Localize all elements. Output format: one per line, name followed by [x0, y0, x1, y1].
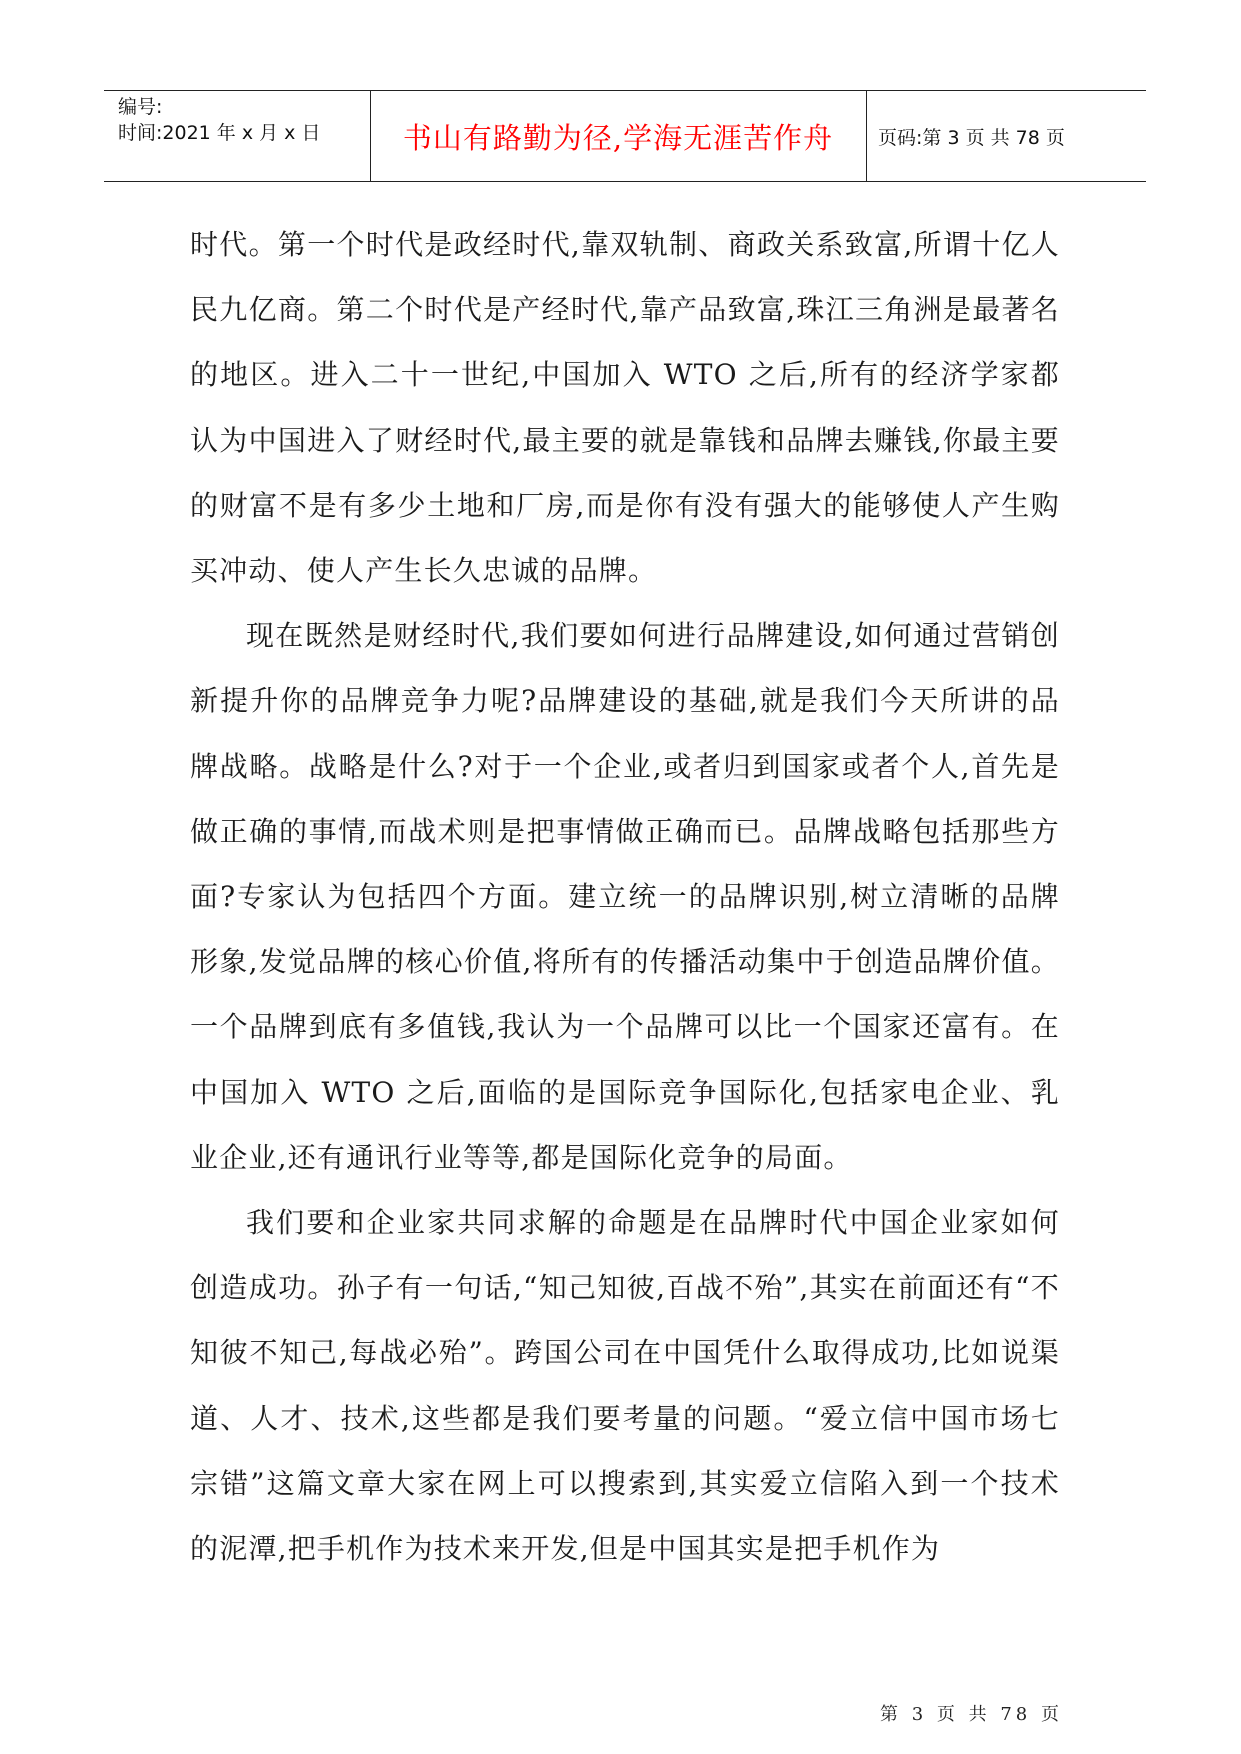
header-page-cell: [866, 91, 1146, 181]
paragraph: 我们要和企业家共同求解的命题是在品牌时代中国企业家如何创造成功。孙子有一句话,“知己知彼,百战不殆”,其实在前面还有“不知彼不知己,每战必殆”。跨国公司在中国凭什么取得成功,比如说渠道、人才、技术,这些都是我们要考量的问题。“爱立信中国市场七宗错”这篇文章大家在网上可以搜索到,其实爱立信陷入到一个技术的泥潭,把手机作为技术来开发,但是中国其实是把手机作为: [190, 1206, 1060, 1566]
header-motto-cell: [370, 91, 867, 181]
header-motto: 书山有路勤为径,学海无涯苦作舟: [402, 120, 834, 155]
document-number-label: 编号:: [118, 96, 163, 118]
document-header: [104, 90, 1146, 182]
document-body: [190, 212, 1060, 1581]
header-page-info: 页码:第 3 页 共 78 页: [878, 126, 1065, 149]
header-meta: [104, 91, 371, 181]
paragraph: 现在既然是财经时代,我们要如何进行品牌建设,如何通过营销创新提升你的品牌竞争力呢?品牌建设的基础,就是我们今天所讲的品牌战略。战略是什么?对于一个企业,或者归到国家或者个人,首先是做正确的事情,而战术则是把事情做正确而已。品牌战略包括那些方面?专家认为包括四个方面。建立统一的品牌识别,树立清晰的品牌形象,发觉品牌的核心价值,将所有的传播活动集中于创造品牌价值。一个品牌到底有多值钱,我认为一个品牌可以比一个国家还富有。在中国加入 WTO 之后,面临的是国际竞争国际化,包括家电企业、乳业企业,还有通讯行业等等,都是国际化竞争的局面。: [190, 619, 1060, 1174]
document-time-label: 时间:2021 年 x 月 x 日: [118, 122, 321, 144]
page-footer: 第 3 页 共 78 页: [880, 1704, 1063, 1725]
paragraph: 时代。第一个时代是政经时代,靠双轨制、商政关系致富,所谓十亿人民九亿商。第二个时代是产经时代,靠产品致富,珠江三角洲是最著名的地区。进入二十一世纪,中国加入 WTO 之后,所有的经济学家都认为中国进入了财经时代,最主要的就是靠钱和品牌去赚钱,你最主要的财富不是有多少土地和厂房,而是你有没有强大的能够使人产生购买冲动、使人产生长久忠诚的品牌。: [190, 228, 1060, 588]
